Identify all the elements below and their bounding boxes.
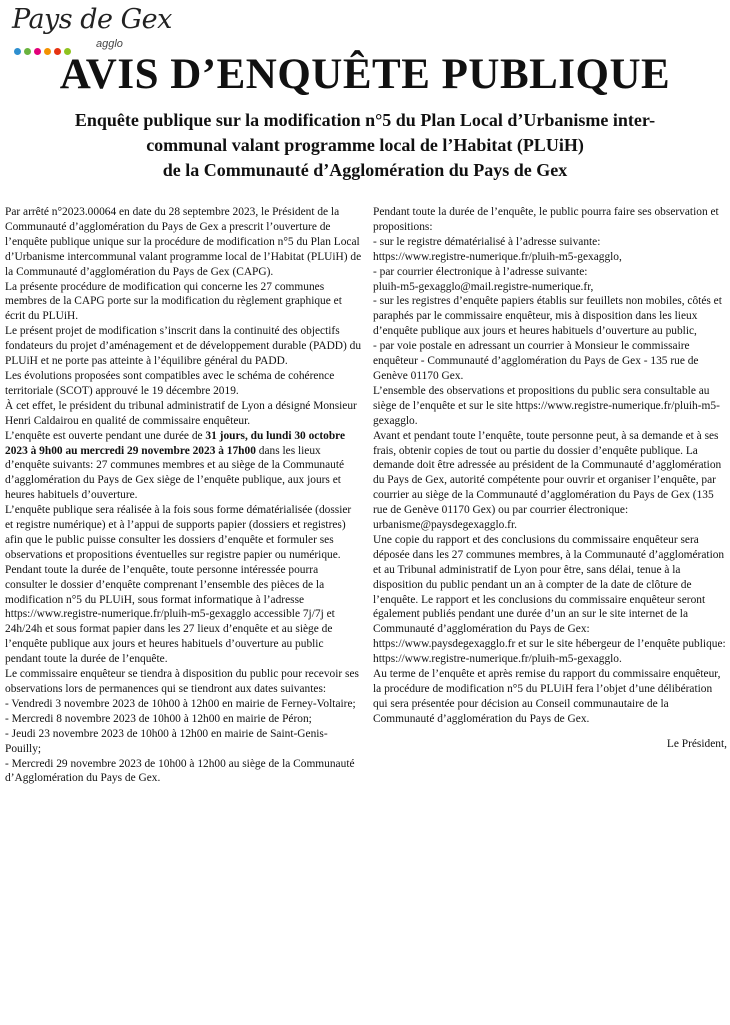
paragraph: Au terme de l’enquête et après remise du rapport du commissaire enquêteur, la procédure de modification n°5 du PLUiH fera l’objet d’une délibération qui sera présentée pour décision au Conseil communautaire de la Communauté d’agglomération du Pays de Gex. (373, 668, 721, 725)
paragraph: Une copie du rapport et des conclusions du commissaire enquêteur sera déposée dans les 27 communes membres, à la Communauté d’agglomération et au Tribunal administratif de Lyon pour être, sans délai, tenue à la disposition du public pendant un an à compter de la date de clôture de l’enquête. Le rapport et les conclusions du commissaire enquêteur seront également publiés pendant une durée d’un an sur le site internet de la Communauté d’agglomération du Pays de Gex: https://www.paysdegexagglo.fr et sur le site hébergeur de l’enquête publique: https://www.registre-numerique.fr/pluih-m5-gexagglo. (373, 533, 726, 666)
enquiry-dates: 31 jours, du lundi 30 octobre 2023 à 9h00 au mercredi 29 novembre 2023 à 17h00 (5, 429, 346, 457)
paragraph: Pendant toute la durée de l’enquête, le public pourra faire ses observation et propositions: (373, 206, 719, 233)
paragraph: - par courrier électronique à l’adresse suivante: (373, 265, 588, 278)
paragraph: L’enquête publique sera réalisée à la fois sous forme dématérialisée (dossier et registre numérique) et à l’appui de supports papier (dossiers et registres) afin que le public puisse consulter les dossiers d’enquête et formuler ses observations et propositions éventuelles sur registre papier ou numérique. (5, 504, 352, 561)
paragraph: Les évolutions proposées sont compatibles avec le schéma de cohérence territoriale (SCOT) approuvé le 19 décembre 2019. (5, 369, 335, 397)
text-span: dans les lieux d’enquête suivants: 27 communes membres et au siège de la Communauté d’agglomération du Pays de Gex siège de l’enquête publique, aux jours et heures habituels d’ouverture. (5, 444, 345, 502)
paragraph: Par arrêté n°2023.00064 en date du 28 septembre 2023, le Président de la Communauté d’agglomération du Pays de Gex a prescrit l’ouverture de l’enquête publique unique sur la procédure de modification n°5 du Plan Local d’Urbanisme intercommunal valant programme local de l’Habitat (PLUiH) de la Communauté d’agglomération du Pays de Gex (CAPG). (5, 206, 362, 278)
paragraph: À cet effet, le président du tribunal administratif de Lyon a désigné Monsieur Henri Caldairou en qualité de commissaire enquêteur. (5, 399, 357, 427)
paragraph: Avant et pendant toute l’enquête, toute personne peut, à sa demande et à ses frais, obtenir copies de tout ou partie du dossier d’enquête publique. La demande doit être adressée au président de la Communauté d’agglomération du Pays de Gex, autorité compétente pour ouvrir et organiser l’enquête, par courrier au siège de la Communauté d’agglomération du Pays de Gex (135 rue de Genève 01170 Gex) ou par courrier électronique: urbanisme@paysdegexagglo.fr. (373, 429, 722, 532)
permanence-item: - Vendredi 3 novembre 2023 de 10h00 à 12h00 en mairie de Ferney-Voltaire; (5, 697, 356, 710)
subtitle-line: Enquête publique sur la modification n°5 du Plan Local d’Urbanisme inter- (74, 110, 656, 130)
paragraph: L’ensemble des observations et propositions du public sera consultable au siège de l’enquête et sur le site https://www.registre-numerique.fr/pluih-m5-gexagglo. (373, 384, 720, 427)
paragraph: Le présent projet de modification s’inscrit dans la continuité des objectifs fondateurs du projet d’aménagement et de développement durable (PADD) du PLUiH et ne porte pas atteinte à l’équilibre général du PADD. (5, 325, 362, 368)
paragraph: - sur le registre dématérialisé à l’adresse suivante: (373, 235, 601, 248)
notice-subtitle (20, 108, 710, 183)
logo-subtext: agglo (96, 38, 123, 50)
paragraph: Pendant toute la durée de l’enquête, toute personne intéressée pourra consulter le dossier d’enquête comprenant l’ensemble des pièces de la modification n°5 du PLUiH, sous format informatique à l’adresse https://www.registre-numerique.fr/pluih-m5-gexagglo accessible 7j/7j et 24h/24h et sous format papier dans les 27 lieux d’enquête et au siège de l’enquête publique aux jours et heures habituels d’ouverture au public pendant toute la durée de l’enquête. (5, 563, 335, 666)
logo-wordmark: Pays de Gex (12, 4, 172, 35)
paragraph: - par voie postale en adressant un courrier à Monsieur le commissaire enquêteur - Communauté d’agglomération du Pays de Gex - 135 rue de Genève 01170 Gex. (373, 340, 699, 382)
permanence-item: - Mercredi 29 novembre 2023 de 10h00 à 12h00 au siège de la Communauté d’Agglomération du Pays de Gex. (5, 757, 355, 785)
paragraph: Le commissaire enquêteur se tiendra à disposition du public pour recevoir ses observations lors de permanences qui se tiendront aux dates suivantes: (5, 668, 359, 695)
text-span: L’enquête est ouverte pendant une durée de (5, 429, 206, 442)
left-column (5, 205, 362, 786)
registry-email: pluih-m5-gexagglo@mail.registre-numerique.fr, (373, 280, 594, 293)
permanence-item: - Mercredi 8 novembre 2023 de 10h00 à 12h00 en mairie de Péron; (5, 712, 312, 725)
subtitle-line: de la Communauté d’Agglomération du Pays de Gex (162, 160, 568, 180)
signature: Le Président, (666, 737, 727, 750)
subtitle-line: communal valant programme local de l’Habitat (PLUiH) (146, 135, 584, 155)
registry-url: https://www.registre-numerique.fr/pluih-m5-gexagglo, (373, 250, 622, 263)
paragraph (5, 429, 362, 504)
permanence-item: - Jeudi 23 novembre 2023 de 10h00 à 12h00 en mairie de Saint-Genis-Pouilly; (5, 727, 328, 755)
pays-de-gex-logo (12, 4, 202, 52)
paragraph: La présente procédure de modification qui concerne les 27 communes membres de la CAPG porte sur la modification du règlement graphique et écrit du PLUiH. (5, 280, 342, 323)
notice-title: AVIS D’ENQUÊTE PUBLIQUE (59, 51, 671, 98)
right-column (373, 205, 727, 752)
paragraph: - sur les registres d’enquête papiers établis sur feuillets non mobiles, côtés et paraphés par le commissaire enquêteur, mis à disposition dans les lieux d’enquête publique aux jours et heures habituels d’ouverture au public, (373, 295, 722, 338)
